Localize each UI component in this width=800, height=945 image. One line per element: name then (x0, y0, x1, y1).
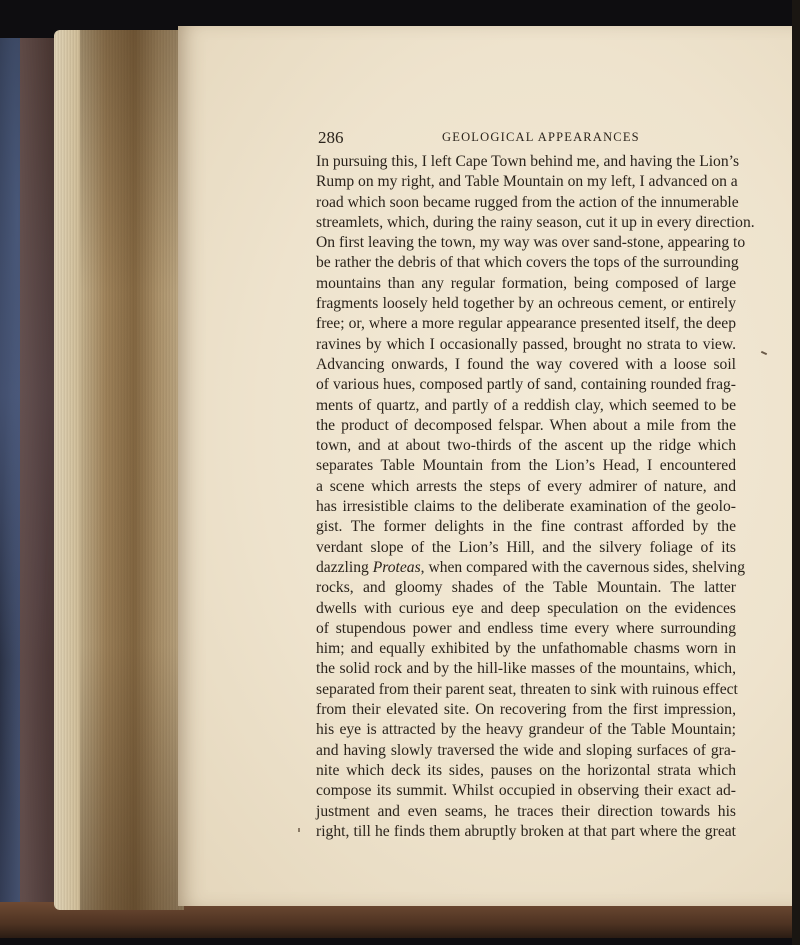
text-line: dwells with curious eye and deep speculation on the evidences (316, 599, 736, 617)
text-line: and having slowly traversed the wide and sloping surfaces of gra- (316, 741, 736, 759)
text-line: mountains than any regular formation, being composed of large (316, 274, 736, 292)
text-line: dazzling Proteas, when compared with the cavernous sides, shelving (316, 558, 746, 576)
text-line: ravines by which I occasionally passed, brought no strata to view. (316, 335, 736, 353)
italic-text: Proteas (372, 558, 421, 576)
text-line: free; or, where a more regular appearance presented itself, the deep (316, 315, 736, 333)
body-text (316, 152, 755, 842)
page-number: 286 (318, 128, 344, 147)
text-line: from their elevated site. On recovering from the first impression, (316, 701, 736, 719)
text-line: justment and even seams, he traces their direction towards his (316, 802, 736, 820)
text-line: of various hues, composed partly of sand, containing rounded frag- (316, 376, 736, 394)
text-line: verdant slope of the Lion’s Hill, and the silvery foliage of its (316, 538, 736, 556)
page-edges-shadow (80, 30, 184, 910)
text-line: town, and at about two-thirds of the ascent up the ridge which (316, 437, 736, 455)
text-line: On first leaving the town, my way was over sand-stone, appearing to (316, 234, 746, 252)
text-line: right, till he finds them abruptly broken at that part where the great (316, 822, 736, 840)
text-line: streamlets, which, during the rainy season, cut it up in every direction. (316, 213, 755, 231)
text-line: compose its summit. Whilst occupied in observing their exact ad- (316, 782, 736, 800)
text-line: the solid rock and by the hill-like masses of the mountains, which, (316, 660, 736, 678)
text-line: the product of decomposed felspar. When about a mile from the (316, 416, 736, 434)
text-line: nite which deck its sides, pauses on the horizontal strata which (316, 761, 736, 779)
paper-speck (298, 828, 300, 832)
text-line: fragments loosely held together by an ochreous cement, or entirely (316, 295, 736, 313)
text-line: gist. The former delights in the fine contrast afforded by the (316, 518, 736, 536)
text-line: him; and equally exhibited by the unfathomable chasms worn in (316, 640, 736, 658)
page-header (318, 128, 728, 150)
text-line: In pursuing this, I left Cape Town behind me, and having the Lion’s (316, 153, 740, 170)
right-background-strip (792, 0, 800, 945)
text-line: separated from their parent seat, threaten to sink with ruinous effect (316, 680, 738, 698)
text-line: has irresistible claims to the deliberate examination of the geolo- (316, 498, 736, 516)
text-line: Rump on my right, and Table Mountain on my left, I advanced on a (316, 173, 738, 191)
text-line: his eye is attracted by the heavy grandeur of the Table Mountain; (316, 721, 736, 739)
running-head: GEOLOGICAL APPEARANCES (442, 130, 640, 144)
text-line: be rather the debris of that which covers the tops of the surrounding (316, 254, 739, 272)
text-line: separates Table Mountain from the Lion’s Head, I encountered (316, 457, 736, 475)
text-line: rocks, and gloomy shades of the Table Mountain. The latter (316, 579, 736, 597)
text-line: of stupendous power and endless time every where surrounding (316, 619, 736, 637)
text-line: Advancing onwards, I found the way covered with a loose soil (316, 355, 736, 373)
text-line: a scene which arrests the steps of every admirer of nature, and (316, 477, 736, 495)
text-line: road which soon became rugged from the action of the innumerable (316, 193, 739, 211)
text-line: ments of quartz, and partly of a reddish clay, which seemed to be (316, 396, 736, 414)
